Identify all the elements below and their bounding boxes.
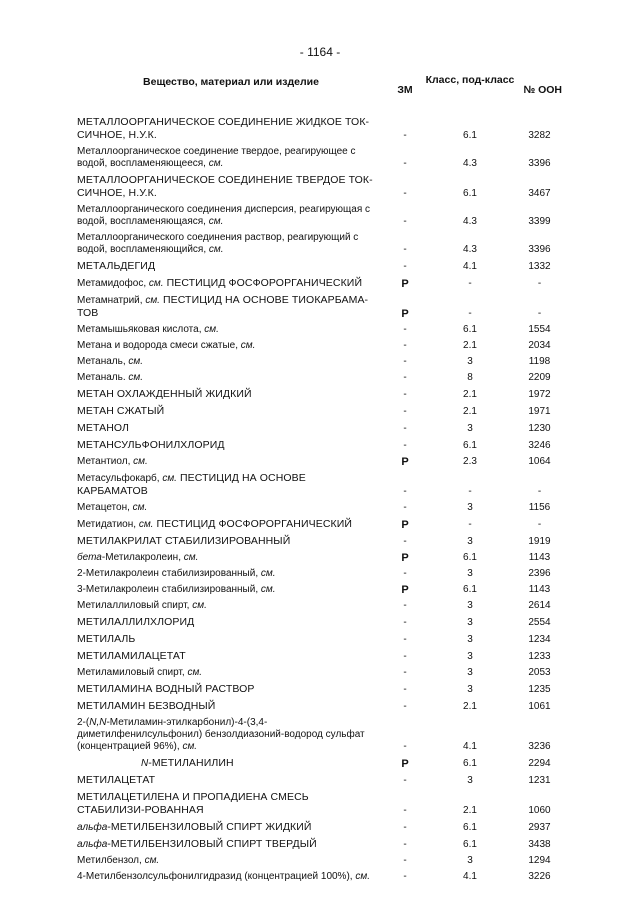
- substance-name-part: МЕТАН СЖАТЫЙ: [77, 405, 165, 417]
- substance-name-part: МЕТИЛАМИЛАЦЕТАТ: [77, 650, 186, 662]
- substance-name-part: МЕТАЛЛООРГАНИЧЕСКОЕ СОЕДИНЕНИЕ ЖИДКОЕ ТОК-СИЧНОЕ, Н.У.К.: [77, 116, 370, 141]
- substance-name-part: N,N: [89, 717, 107, 728]
- un-number: 2209: [528, 372, 551, 383]
- substance-name: [77, 516, 385, 533]
- zm-marker: -: [403, 805, 407, 816]
- substance-name-part: Метантиол,: [77, 456, 134, 467]
- zm-marker: -: [403, 244, 407, 255]
- hazard-class: 3: [467, 855, 473, 866]
- hazard-class: 2.3: [463, 456, 477, 467]
- hazard-class: 3: [467, 502, 473, 513]
- un-number: 2554: [528, 617, 551, 628]
- zm-marker: -: [403, 568, 407, 579]
- zm-marker: -: [403, 822, 407, 833]
- un-number: 2937: [528, 822, 551, 833]
- hazard-class: 3: [467, 617, 473, 628]
- hazard-class: 6.1: [463, 822, 477, 833]
- zm-marker: -: [403, 502, 407, 513]
- substance-name-part: МЕТИЛАЦЕТАТ: [77, 774, 156, 786]
- substance-name-part: -МЕТИЛБЕНЗИЛОВЫЙ СПИРТ ЖИДКИЙ: [107, 821, 312, 833]
- substance-name: [77, 172, 385, 202]
- table-row: [77, 582, 564, 598]
- un-number: 3282: [528, 130, 551, 141]
- substance-name-part: см.: [138, 519, 154, 530]
- substance-name-part: N: [141, 758, 149, 769]
- hazard-class: 3: [467, 684, 473, 695]
- substance-name: [77, 836, 385, 853]
- substance-name: [77, 715, 385, 755]
- substance-name-part: см.: [182, 741, 198, 752]
- substance-name-part: см.: [148, 278, 164, 289]
- hazard-class: 6.1: [463, 552, 477, 563]
- un-number: 3438: [528, 839, 551, 850]
- substance-name-part: Металлоорганического соединения дисперсия, реагирующая с водой, воспламеняющаяся,: [77, 204, 371, 227]
- substance-name-part: см.: [133, 456, 148, 467]
- table-row: [77, 869, 564, 885]
- hazard-class: 2.1: [463, 389, 477, 400]
- header-un-number: № ООН: [523, 84, 562, 96]
- substance-name-part: МЕТИЛАЦЕТИЛЕНА И ПРОПАДИЕНА СМЕСЬ СТАБИЛИЗИ-РОВАННАЯ: [77, 791, 309, 816]
- substance-name: [77, 772, 385, 789]
- substance-name-part: МЕТИЛАМИН БЕЗВОДНЫЙ: [77, 700, 216, 712]
- substance-name: [77, 598, 385, 614]
- zm-marker: -: [403, 389, 407, 400]
- zm-marker: -: [403, 775, 407, 786]
- hazard-class: 4.3: [463, 216, 477, 227]
- substance-name: [77, 322, 385, 338]
- hazard-class: 6.1: [463, 584, 477, 595]
- substance-name-part: МЕТАНСУЛЬФОНИЛХЛОРИД: [77, 439, 225, 451]
- un-number: 3246: [528, 440, 551, 451]
- hazard-class: 3: [467, 536, 473, 547]
- substance-name-part: бета: [77, 552, 102, 563]
- substance-name-part: альфа: [77, 839, 108, 850]
- hazard-class: 6.1: [463, 839, 477, 850]
- page-number: - 1164 -: [299, 45, 341, 59]
- substance-name-part: ПЕСТИЦИД ФОСФОРОРГАНИЧЕСКИЙ: [153, 518, 353, 530]
- substance-name-part: см.: [260, 584, 276, 595]
- table-row: [77, 230, 564, 258]
- un-number: 3226: [528, 871, 551, 882]
- un-number: 1294: [528, 855, 551, 866]
- hazard-class: 6.1: [463, 440, 477, 451]
- table-row: [77, 614, 564, 631]
- substance-name-part: МЕТИЛАЛЛИЛХЛОРИД: [77, 616, 195, 628]
- substance-name-part: МЕТАЛЬДЕГИД: [77, 260, 156, 272]
- substance-name: [77, 755, 385, 772]
- zm-marker: P: [401, 456, 409, 468]
- substance-name-part: Метаналь,: [77, 356, 129, 367]
- hazard-class: 4.3: [463, 244, 477, 255]
- hazard-class: 3: [467, 568, 473, 579]
- zm-marker: -: [403, 188, 407, 199]
- substance-name-part: Метиламиловый спирт,: [77, 667, 188, 678]
- substance-name: [77, 500, 385, 516]
- un-number: 2034: [528, 340, 551, 351]
- substance-name: [77, 386, 385, 403]
- substance-name-part: Метамнатрий,: [77, 295, 146, 306]
- substance-name-part: см.: [144, 855, 160, 866]
- hazard-class: 3: [467, 634, 473, 645]
- un-number: 3399: [528, 216, 551, 227]
- zm-marker: -: [403, 423, 407, 434]
- substance-name: [77, 258, 385, 275]
- substance-name: [77, 631, 385, 648]
- zm-marker: -: [403, 372, 407, 383]
- substance-name-part: Метилбензол,: [77, 855, 145, 866]
- substance-name-part: Метана и водорода смеси сжатые,: [77, 340, 241, 351]
- table-row: [77, 516, 564, 533]
- substance-name: [77, 403, 385, 420]
- zm-marker: P: [401, 278, 409, 290]
- substance-name-part: ПЕСТИЦИД НА ОСНОВЕ ТИОКАРБАМА-ТОВ: [77, 294, 369, 319]
- substance-name: [77, 698, 385, 715]
- un-number: -: [537, 486, 542, 497]
- table-row: [77, 755, 564, 772]
- table-row: [77, 698, 564, 715]
- hazard-class: 4.1: [463, 741, 477, 752]
- hazard-class: 3: [467, 667, 473, 678]
- substance-name: [77, 566, 385, 582]
- un-number: 1233: [528, 651, 551, 662]
- substance-name: [77, 819, 385, 836]
- substance-name: [77, 370, 385, 386]
- zm-marker: P: [401, 758, 409, 770]
- table-row: [77, 648, 564, 665]
- zm-marker: -: [403, 617, 407, 628]
- zm-marker: -: [403, 340, 407, 351]
- substance-name-part: 2-(: [77, 717, 90, 728]
- zm-marker: -: [403, 634, 407, 645]
- substance-name: [77, 292, 385, 322]
- hazard-class: -: [468, 519, 472, 530]
- table-row: [77, 144, 564, 172]
- header-class: Класс, под-класс: [425, 74, 515, 86]
- table-row: [77, 437, 564, 454]
- table-row: [77, 550, 564, 566]
- substance-name: [77, 144, 385, 172]
- zm-marker: -: [403, 600, 407, 611]
- table-row: [77, 772, 564, 789]
- zm-marker: -: [403, 667, 407, 678]
- substance-name-part: -МЕТИЛБЕНЗИЛОВЫЙ СПИРТ ТВЕРДЫЙ: [107, 838, 317, 850]
- un-number: 2614: [528, 600, 551, 611]
- substance-name-part: МЕТАНОЛ: [77, 422, 130, 434]
- substance-name-part: Метаналь.: [77, 372, 129, 383]
- un-number: 1060: [528, 805, 551, 816]
- hazard-class: -: [468, 278, 472, 289]
- hazard-class: 3: [467, 423, 473, 434]
- substance-name: [77, 354, 385, 370]
- substance-name: [77, 533, 385, 550]
- substance-name-part: см.: [208, 244, 224, 255]
- zm-marker: -: [403, 216, 407, 227]
- un-number: 1156: [528, 502, 551, 513]
- substance-name-part: -Метилакролеин,: [101, 552, 184, 563]
- substance-name: [77, 437, 385, 454]
- un-number: 1235: [528, 684, 551, 695]
- hazard-class: 4.1: [463, 261, 477, 272]
- substance-name: [77, 853, 385, 869]
- substance-name-part: 3-Метилакролеин стабилизированный,: [77, 584, 261, 595]
- substance-name-part: см.: [260, 568, 276, 579]
- table-row: [77, 454, 564, 470]
- substance-name: [77, 869, 385, 885]
- zm-marker: -: [403, 486, 407, 497]
- table-row: [77, 386, 564, 403]
- un-number: 1064: [528, 456, 551, 467]
- substance-name-part: Метилаллиловый спирт,: [77, 600, 193, 611]
- substance-name-part: 4-Метилбензолсульфонилгидразид (концентрацией 100%),: [77, 871, 356, 882]
- hazard-class: 6.1: [463, 188, 477, 199]
- zm-marker: -: [403, 536, 407, 547]
- table-row: [77, 275, 564, 292]
- header-name: Вещество, материал или изделие: [143, 76, 319, 88]
- table-row: [77, 566, 564, 582]
- substance-name: [77, 275, 385, 292]
- substance-name-part: см.: [187, 667, 203, 678]
- table-row: [77, 258, 564, 275]
- substance-name-part: см.: [208, 158, 224, 169]
- substance-name: [77, 648, 385, 665]
- hazard-class: 2.1: [463, 406, 477, 417]
- table-row: [77, 202, 564, 230]
- substance-name-part: ПЕСТИЦИД ФОСФОРОРГАНИЧЕСКИЙ: [163, 277, 363, 289]
- table-row: [77, 631, 564, 648]
- un-number: 1554: [528, 324, 551, 335]
- zm-marker: -: [403, 356, 407, 367]
- un-number: 1230: [528, 423, 551, 434]
- un-number: 2396: [528, 568, 551, 579]
- substance-name: [77, 582, 385, 598]
- substance-name-part: -МЕТИЛАНИЛИН: [148, 757, 234, 769]
- un-number: 1198: [528, 356, 551, 367]
- un-number: 1332: [528, 261, 551, 272]
- un-number: 3396: [528, 158, 551, 169]
- un-number: -: [537, 308, 542, 319]
- un-number: 1971: [528, 406, 551, 417]
- substance-name-part: см.: [240, 340, 256, 351]
- table-row: [77, 715, 564, 755]
- substance-name: [77, 230, 385, 258]
- substance-name: [77, 614, 385, 631]
- table-header-row: [77, 74, 564, 114]
- substance-name-part: 2-Метилакролеин стабилизированный,: [77, 568, 261, 579]
- table-row: [77, 370, 564, 386]
- substance-name-part: МЕТИЛАЛЬ: [77, 633, 136, 645]
- table-row: [77, 500, 564, 516]
- substance-name: [77, 454, 385, 470]
- table-body: [77, 114, 564, 885]
- hazard-class: 3: [467, 651, 473, 662]
- substance-name-part: см.: [128, 356, 144, 367]
- hazard-class: 4.3: [463, 158, 477, 169]
- table-row: [77, 403, 564, 420]
- un-number: 1143: [528, 584, 551, 595]
- un-number: 1234: [528, 634, 551, 645]
- zm-marker: -: [403, 684, 407, 695]
- table-row: [77, 292, 564, 322]
- un-number: 1061: [528, 701, 551, 712]
- hazard-class: 2.1: [463, 701, 477, 712]
- hazard-class: 3: [467, 600, 473, 611]
- substance-name-part: МЕТАЛЛООРГАНИЧЕСКОЕ СОЕДИНЕНИЕ ТВЕРДОЕ ТОК-СИЧНОЕ, Н.У.К.: [77, 174, 373, 199]
- hazard-class: -: [468, 486, 472, 497]
- un-number: 2053: [528, 667, 551, 678]
- table-row: [77, 819, 564, 836]
- un-number: 3467: [528, 188, 551, 199]
- substance-name-part: Металлоорганическое соединение твердое, реагирующее с водой, воспламеняющееся,: [77, 146, 356, 169]
- substance-name-part: МЕТИЛАМИНА ВОДНЫЙ РАСТВОР: [77, 683, 255, 695]
- table-row: [77, 533, 564, 550]
- substance-name: [77, 114, 385, 144]
- zm-marker: P: [401, 519, 409, 531]
- un-number: 1143: [528, 552, 551, 563]
- substance-name-part: Метацетон,: [77, 502, 133, 513]
- zm-marker: -: [403, 158, 407, 169]
- substance-name-part: ПЕСТИЦИД НА ОСНОВЕ КАРБАМАТОВ: [77, 472, 306, 497]
- zm-marker: -: [403, 324, 407, 335]
- zm-marker: -: [403, 651, 407, 662]
- substance-name-part: см.: [208, 216, 224, 227]
- zm-marker: -: [403, 855, 407, 866]
- substance-name-part: см.: [183, 552, 199, 563]
- un-number: 1919: [528, 536, 551, 547]
- table-row: [77, 789, 564, 819]
- zm-marker: -: [403, 130, 407, 141]
- zm-marker: -: [403, 440, 407, 451]
- table-row: [77, 681, 564, 698]
- table-row: [77, 420, 564, 437]
- table-row: [77, 665, 564, 681]
- un-number: -: [537, 519, 542, 530]
- hazard-class: 4.1: [463, 871, 477, 882]
- table-row: [77, 853, 564, 869]
- hazard-class: 3: [467, 775, 473, 786]
- substance-name-part: см.: [204, 324, 219, 335]
- substance-name-part: -Метиламин-этилкарбонил)-4-(3,4-диметилфенилсульфонил) бензолдиазоний-водород сульфат (концентрацией 96%),: [77, 717, 365, 752]
- zm-marker: -: [403, 741, 407, 752]
- hazard-class: 6.1: [463, 130, 477, 141]
- zm-marker: -: [403, 839, 407, 850]
- table-row: [77, 114, 564, 144]
- substances-table: [77, 74, 564, 885]
- substance-name-part: Метамышьяковая кислота,: [77, 324, 205, 335]
- table-row: [77, 836, 564, 853]
- table-row: [77, 172, 564, 202]
- hazard-class: 6.1: [463, 324, 477, 335]
- substance-name-part: см.: [128, 372, 144, 383]
- un-number: 3236: [528, 741, 551, 752]
- substance-name: [77, 665, 385, 681]
- un-number: 2294: [528, 758, 551, 769]
- substance-name-part: МЕТИЛАКРИЛАТ СТАБИЛИЗИРОВАННЫЙ: [77, 535, 291, 547]
- hazard-class: 2.1: [463, 340, 477, 351]
- substance-name-part: Метидатион,: [77, 519, 139, 530]
- zm-marker: P: [401, 552, 409, 564]
- zm-marker: P: [401, 308, 409, 320]
- substance-name-part: см.: [162, 473, 177, 484]
- substance-name: [77, 338, 385, 354]
- substance-name: [77, 420, 385, 437]
- substance-name-part: Метасульфокарб,: [77, 473, 163, 484]
- zm-marker: -: [403, 261, 407, 272]
- substance-name-part: МЕТАН ОХЛАЖДЕННЫЙ ЖИДКИЙ: [77, 388, 252, 400]
- hazard-class: 2.1: [463, 805, 477, 816]
- un-number: 1231: [528, 775, 551, 786]
- substance-name: [77, 681, 385, 698]
- un-number: 3396: [528, 244, 551, 255]
- hazard-class: 6.1: [463, 758, 477, 769]
- substance-name: [77, 470, 385, 500]
- substance-name-part: см.: [355, 871, 370, 882]
- substance-name-part: см.: [145, 295, 160, 306]
- substance-name: [77, 789, 385, 819]
- zm-marker: -: [403, 871, 407, 882]
- table-row: [77, 470, 564, 500]
- substance-name-part: Метамидофос,: [77, 278, 149, 289]
- substance-name-part: альфа: [77, 822, 108, 833]
- substance-name-part: см.: [132, 502, 148, 513]
- hazard-class: 3: [467, 356, 473, 367]
- substance-name: [77, 550, 385, 566]
- un-number: -: [537, 278, 542, 289]
- un-number: 1972: [528, 389, 551, 400]
- substance-name-part: см.: [192, 600, 207, 611]
- zm-marker: -: [403, 406, 407, 417]
- substance-name: [77, 202, 385, 230]
- zm-marker: -: [403, 701, 407, 712]
- substance-name-part: Металлоорганического соединения раствор, реагирующий с водой, воспламеняющийся,: [77, 232, 359, 255]
- table-row: [77, 322, 564, 338]
- hazard-class: -: [468, 308, 472, 319]
- header-zm: ЗМ: [397, 84, 413, 96]
- table-row: [77, 354, 564, 370]
- table-row: [77, 598, 564, 614]
- substances-table-container: [77, 74, 564, 885]
- table-row: [77, 338, 564, 354]
- zm-marker: P: [401, 584, 409, 596]
- hazard-class: 8: [467, 372, 473, 383]
